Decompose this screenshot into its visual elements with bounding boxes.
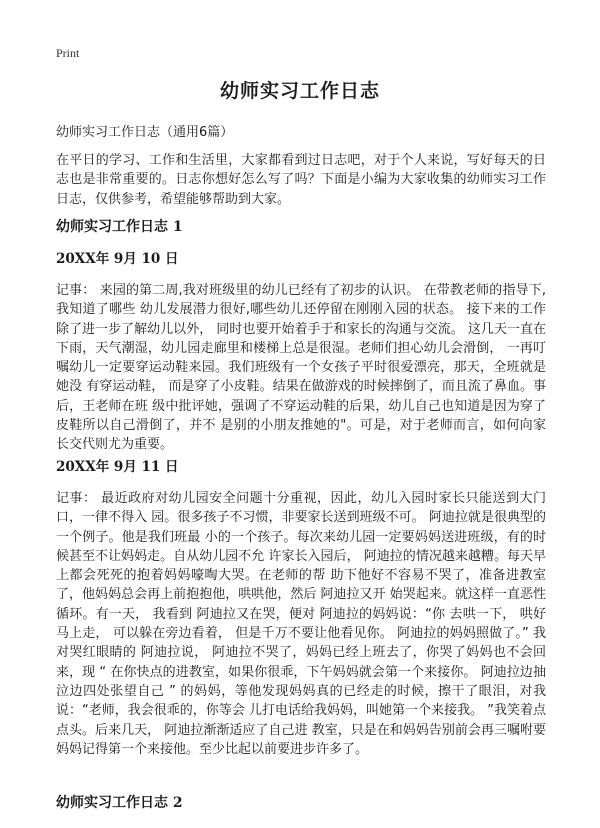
entry-text-1: 记事： 来园的第二周,我对班级里的幼儿已经有了初步的认识。 在带教老师的指导下,我知道了哪些 幼儿发展潜力很好,哪些幼儿还停留在刚刚入园的状态。 接下来的工作除了进一步了解幼儿以外， 同时也要开始着手于和家长的沟通与交流。 这几天一直在下雨，天气潮湿，幼儿园走廊里和楼梯上总是很湿。老师们担心幼儿会滑倒， 一再叮嘱幼儿一定要穿运动鞋来园。我们班级有一个女孩子平时很爱漂亮，那天，全班就是她没 有穿运动鞋， 而是穿了小皮鞋。结果在做游戏的时候摔倒了，而且流了鼻血。事后，王老师在班 级中批评她，强调了不穿运动鞋的后果，幼儿自己也知道是因为穿了皮鞋所以自己滑倒了，并不 是别的小朋友推她的"。可是，对于老师而言，如何向家长交代则尤为重要。	[56, 283, 546, 453]
document-subtitle: 幼师实习工作日志（通用6篇）	[56, 125, 234, 140]
entry-date-1: 20XX年 9月 10 日	[56, 251, 179, 267]
page-title: 幼师实习工作日志	[219, 80, 380, 102]
print-link[interactable]: Print	[56, 46, 80, 60]
section-heading-1: 幼师实习工作日志 1	[56, 219, 183, 235]
intro-paragraph: 在平日的学习、工作和生活里，大家都看到过日志吧，对于个人来说，写好每天的日志也是非常重要的。日志你想好怎么写了吗？下面是小编为大家收集的幼师实习工作日志，仅供参考，希望能够帮助到大家。	[56, 153, 546, 207]
entry-date-2: 20XX年 9月 11 日	[56, 459, 179, 475]
section-heading-2: 幼师实习工作日志 2	[56, 795, 183, 811]
entry-text-2: 记事： 最近政府对幼儿园安全问题十分重视，因此，幼儿入园时家长只能送到大门口，一律不得入 园。很多孩子不习惯，非要家长送到班级不可。 阿迪拉就是很典型的一个例子。他是我们班最 小的一个孩子。每次来幼儿园一定要妈妈送进班级，有的时候甚至不让妈妈走。自从幼儿园不允 许家长入园后， 阿迪拉的情况越来越糟。每天早上都会死死的抱着妈妈嚎啕大哭。在老师的帮 助下他好不容易不哭了，准备进教室了，他妈妈总会再上前抱抱他，哄哄他，然后 阿迪拉又开 始哭起来。就这样一直恶性循环。有一天， 我看到 阿迪拉又在哭，便对 阿迪拉的妈妈说：“你 去哄一下， 哄好马上走， 可以躲在旁边看着， 但是千万不要让他看见你。 阿迪拉的妈妈照做了。” 我对哭红眼睛的 阿迪拉说， 阿迪拉不哭了，妈妈已经上班去了，你哭了妈妈也不会回来，现 “ 在你快点的进教室，如果你很乖，下午妈妈就会第一个来接你。 阿迪拉边抽泣边四处张望自己 ” 的妈妈，等他发现妈妈真的已经走的时候，擦干了眼泪，对我说：“老师，我会很乖的，你等会 儿打电话给我妈妈，叫她第一个来接我。 ”我笑着点点头。后来几天， 阿迪拉渐渐适应了自己进 教室，只是在和妈妈告别前会再三嘱咐要妈妈记得第一个来接他。至少比起以前要进步许多了。	[56, 491, 546, 757]
